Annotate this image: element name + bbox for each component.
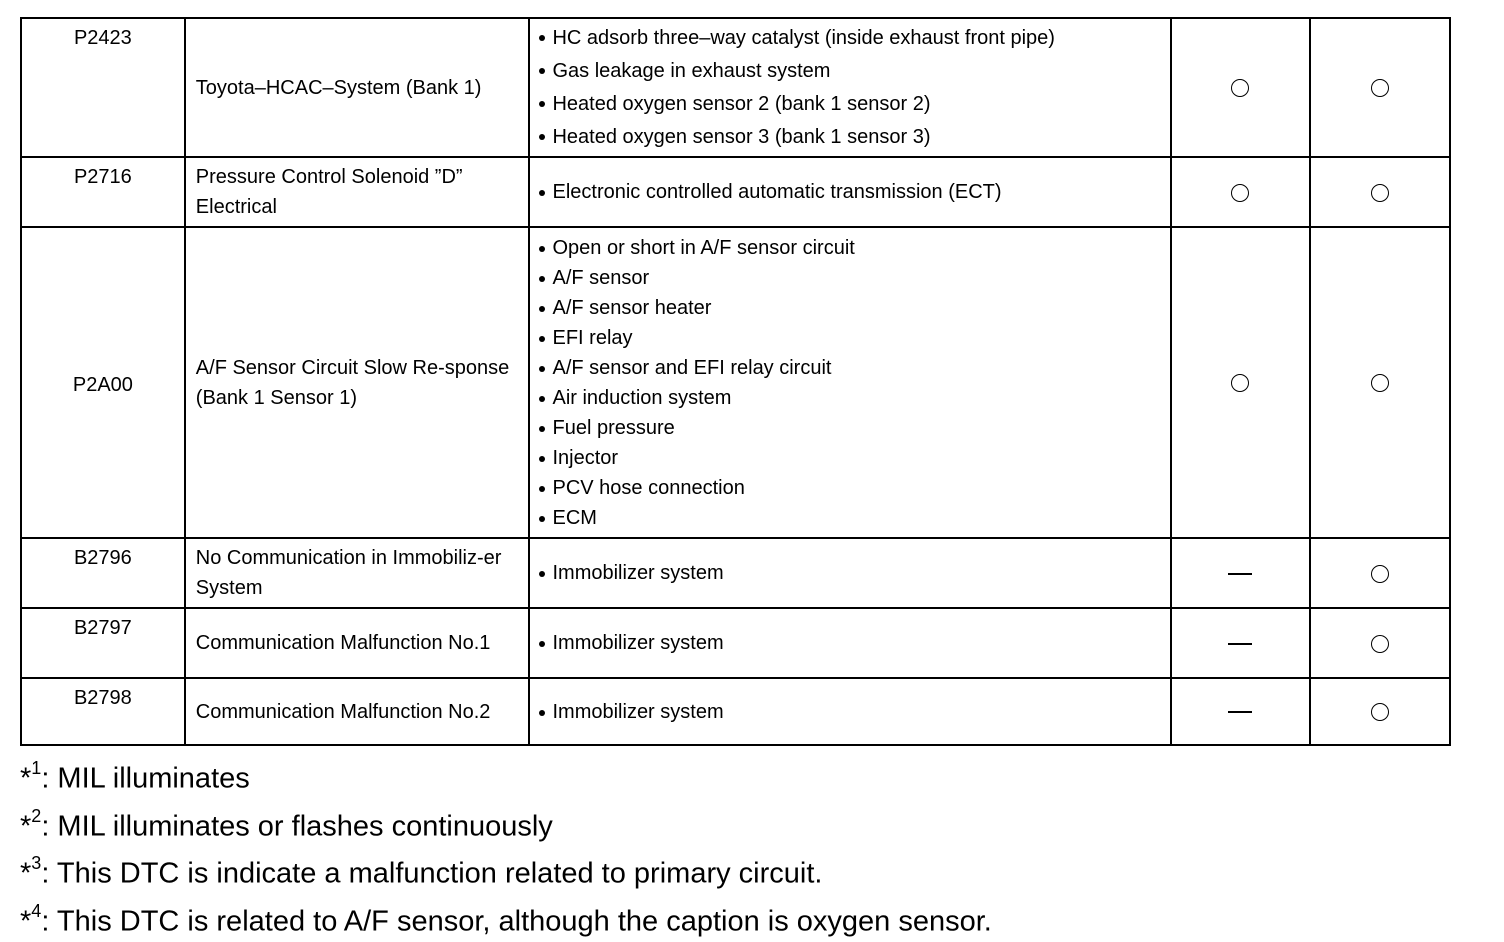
footnote-number: 1	[31, 758, 42, 778]
memory-cell	[1310, 157, 1450, 227]
trouble-area-item: ECM	[538, 503, 1169, 533]
dtc-code: P2716	[21, 157, 185, 227]
trouble-area	[529, 538, 1170, 608]
trouble-area-item: HC adsorb three–way catalyst (inside exhaust front pipe)	[538, 22, 1169, 55]
footnote-mark: *	[20, 762, 32, 795]
footnote-mark: *	[20, 905, 32, 938]
trouble-area-item: PCV hose connection	[538, 473, 1169, 503]
mil-cell	[1171, 608, 1311, 678]
memory-cell	[1310, 18, 1450, 157]
table-row	[21, 157, 1450, 227]
detection-item: No Communication in Immobiliz-er System	[185, 538, 530, 608]
footnote	[20, 846, 992, 894]
dash-mark-icon	[1228, 711, 1252, 713]
trouble-area-item: Air induction system	[538, 383, 1169, 413]
memory-cell	[1310, 678, 1450, 745]
dtc-table	[20, 17, 1451, 746]
table-row	[21, 538, 1450, 608]
circle-mark-icon	[1371, 184, 1389, 202]
trouble-area-item: Heated oxygen sensor 3 (bank 1 sensor 3)	[538, 121, 1169, 154]
trouble-area-item: Injector	[538, 443, 1169, 473]
circle-mark-icon	[1371, 565, 1389, 583]
trouble-area-item: Immobilizer system	[538, 628, 1169, 658]
trouble-area-item: Electronic controlled automatic transmission (ECT)	[538, 177, 1169, 207]
footnotes	[20, 751, 992, 942]
mil-cell	[1171, 157, 1311, 227]
dtc-code: B2798	[21, 678, 185, 745]
trouble-area-item: A/F sensor	[538, 263, 1169, 293]
circle-mark-icon	[1371, 635, 1389, 653]
circle-mark-icon	[1231, 374, 1249, 392]
detection-item: Toyota–HCAC–System (Bank 1)	[185, 18, 530, 157]
table-row	[21, 608, 1450, 678]
trouble-area-item: Heated oxygen sensor 2 (bank 1 sensor 2)	[538, 88, 1169, 121]
dtc-code: B2797	[21, 608, 185, 678]
table-row	[21, 678, 1450, 745]
dtc-code: P2423	[21, 18, 185, 157]
footnote-text: : MIL illuminates	[41, 762, 250, 795]
footnote-text: : MIL illuminates or flashes continuously	[41, 810, 553, 843]
circle-mark-icon	[1231, 184, 1249, 202]
mil-cell	[1171, 227, 1311, 538]
trouble-area-item: Gas leakage in exhaust system	[538, 55, 1169, 88]
detection-item: A/F Sensor Circuit Slow Re-sponse (Bank 1 Sensor 1)	[185, 227, 530, 538]
memory-cell	[1310, 538, 1450, 608]
trouble-area	[529, 608, 1170, 678]
trouble-area-item: Fuel pressure	[538, 413, 1169, 443]
footnote-number: 2	[31, 805, 42, 826]
trouble-area	[529, 227, 1170, 538]
trouble-area-item: Immobilizer system	[538, 697, 1169, 727]
dtc-code: P2A00	[21, 227, 185, 538]
footnote	[20, 799, 992, 847]
circle-mark-icon	[1371, 703, 1389, 721]
trouble-area-item: Open or short in A/F sensor circuit	[538, 233, 1169, 263]
detection-item: Communication Malfunction No.1	[185, 608, 530, 678]
detection-item: Pressure Control Solenoid ”D” Electrical	[185, 157, 530, 227]
trouble-area	[529, 157, 1170, 227]
dash-mark-icon	[1228, 573, 1252, 575]
trouble-area	[529, 678, 1170, 745]
circle-mark-icon	[1371, 374, 1389, 392]
dtc-code: B2796	[21, 538, 185, 608]
dash-mark-icon	[1228, 643, 1252, 645]
memory-cell	[1310, 227, 1450, 538]
table-row	[21, 227, 1450, 538]
memory-cell	[1310, 608, 1450, 678]
trouble-area-item: A/F sensor and EFI relay circuit	[538, 353, 1169, 383]
detection-item: Communication Malfunction No.2	[185, 678, 530, 745]
footnote-text: : This DTC is related to A/F sensor, although the caption is oxygen sensor.	[41, 905, 992, 938]
trouble-area-item: EFI relay	[538, 323, 1169, 353]
trouble-area-item: A/F sensor heater	[538, 293, 1169, 323]
table-row	[21, 18, 1450, 157]
footnote-number: 4	[31, 900, 42, 921]
trouble-area-item: Immobilizer system	[538, 558, 1169, 588]
mil-cell	[1171, 18, 1311, 157]
circle-mark-icon	[1231, 79, 1249, 97]
mil-cell	[1171, 538, 1311, 608]
footnote-mark: *	[20, 857, 32, 890]
footnote-text: : This DTC is indicate a malfunction related to primary circuit.	[41, 857, 823, 890]
footnote-number: 3	[31, 853, 42, 874]
footnote	[20, 751, 992, 799]
footnote	[20, 894, 992, 942]
trouble-area	[529, 18, 1170, 157]
mil-cell	[1171, 678, 1311, 745]
circle-mark-icon	[1371, 79, 1389, 97]
footnote-mark: *	[20, 810, 32, 843]
